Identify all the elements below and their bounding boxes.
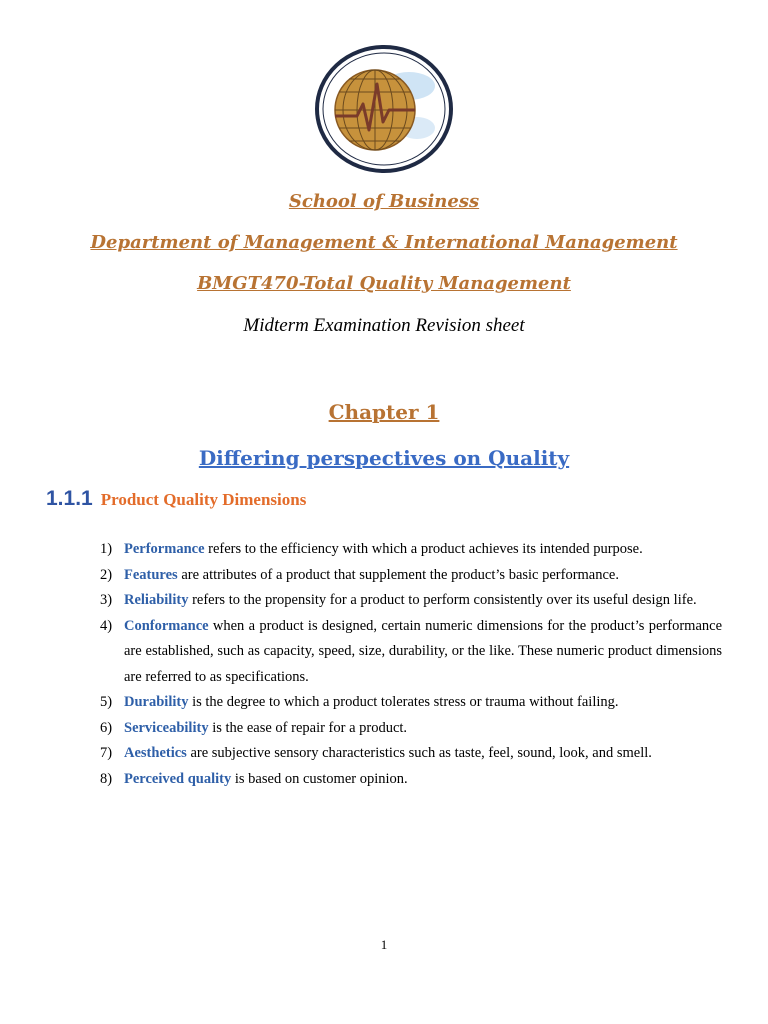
item-term: Durability bbox=[124, 694, 189, 710]
section-heading: Differing perspectives on Quality bbox=[198, 446, 570, 470]
list-item bbox=[100, 767, 722, 793]
item-text: is the ease of repair for a product. bbox=[208, 719, 408, 736]
school-name: School of Business bbox=[288, 191, 480, 212]
item-text: is based on customer opinion. bbox=[231, 770, 408, 787]
item-number: 1) bbox=[100, 541, 113, 557]
item-number: 2) bbox=[100, 566, 113, 583]
list-item bbox=[100, 563, 722, 589]
globe-heartbeat-logo-icon bbox=[313, 44, 455, 174]
item-text: is the degree to which a product tolerates stress or trauma without failing. bbox=[188, 694, 619, 710]
list-item bbox=[100, 537, 722, 563]
list-item bbox=[100, 690, 722, 716]
page-number: 1 bbox=[380, 937, 388, 952]
subsection-number: 1.1.1 bbox=[46, 487, 93, 510]
subsection-heading bbox=[46, 487, 306, 511]
item-term: Perceived quality bbox=[124, 770, 232, 787]
list-item bbox=[100, 614, 722, 691]
list-item bbox=[100, 741, 722, 767]
item-text: are attributes of a product that supplement the product’s basic performance. bbox=[177, 566, 619, 583]
item-term: Aesthetics bbox=[124, 745, 187, 761]
list-item bbox=[100, 716, 722, 742]
item-term: Features bbox=[124, 566, 178, 583]
item-text: refers to the efficiency with which a product achieves its intended purpose. bbox=[204, 541, 643, 557]
school-logo bbox=[313, 44, 455, 174]
item-text: when a product is designed, certain numeric dimensions for the product’s performance are established, such as capacity, speed, size, durability, or the like. These numeric product dimensions are referred to as specifications. bbox=[124, 617, 722, 685]
list-item bbox=[100, 588, 722, 614]
item-term: Reliability bbox=[124, 592, 189, 608]
item-number: 7) bbox=[100, 745, 113, 761]
item-text: refers to the propensity for a product to perform consistently over its useful design life. bbox=[188, 592, 697, 608]
document-subtitle: Midterm Examination Revision sheet bbox=[243, 315, 525, 336]
item-number: 3) bbox=[100, 592, 113, 608]
chapter-heading: Chapter 1 bbox=[328, 400, 440, 424]
course-title: BMGT470-Total Quality Management bbox=[197, 273, 571, 294]
item-number: 5) bbox=[100, 694, 113, 710]
item-text: are subjective sensory characteristics such as taste, feel, sound, look, and smell. bbox=[186, 745, 652, 761]
item-number: 4) bbox=[100, 617, 113, 634]
item-term: Performance bbox=[124, 541, 205, 557]
quality-dimensions-list bbox=[100, 537, 722, 792]
item-term: Serviceability bbox=[124, 719, 209, 736]
item-term: Conformance bbox=[124, 617, 209, 634]
department-name: Department of Management & International Management bbox=[90, 232, 678, 253]
subsection-title: Product Quality Dimensions bbox=[100, 490, 307, 509]
item-number: 6) bbox=[100, 719, 113, 736]
item-number: 8) bbox=[100, 770, 113, 787]
